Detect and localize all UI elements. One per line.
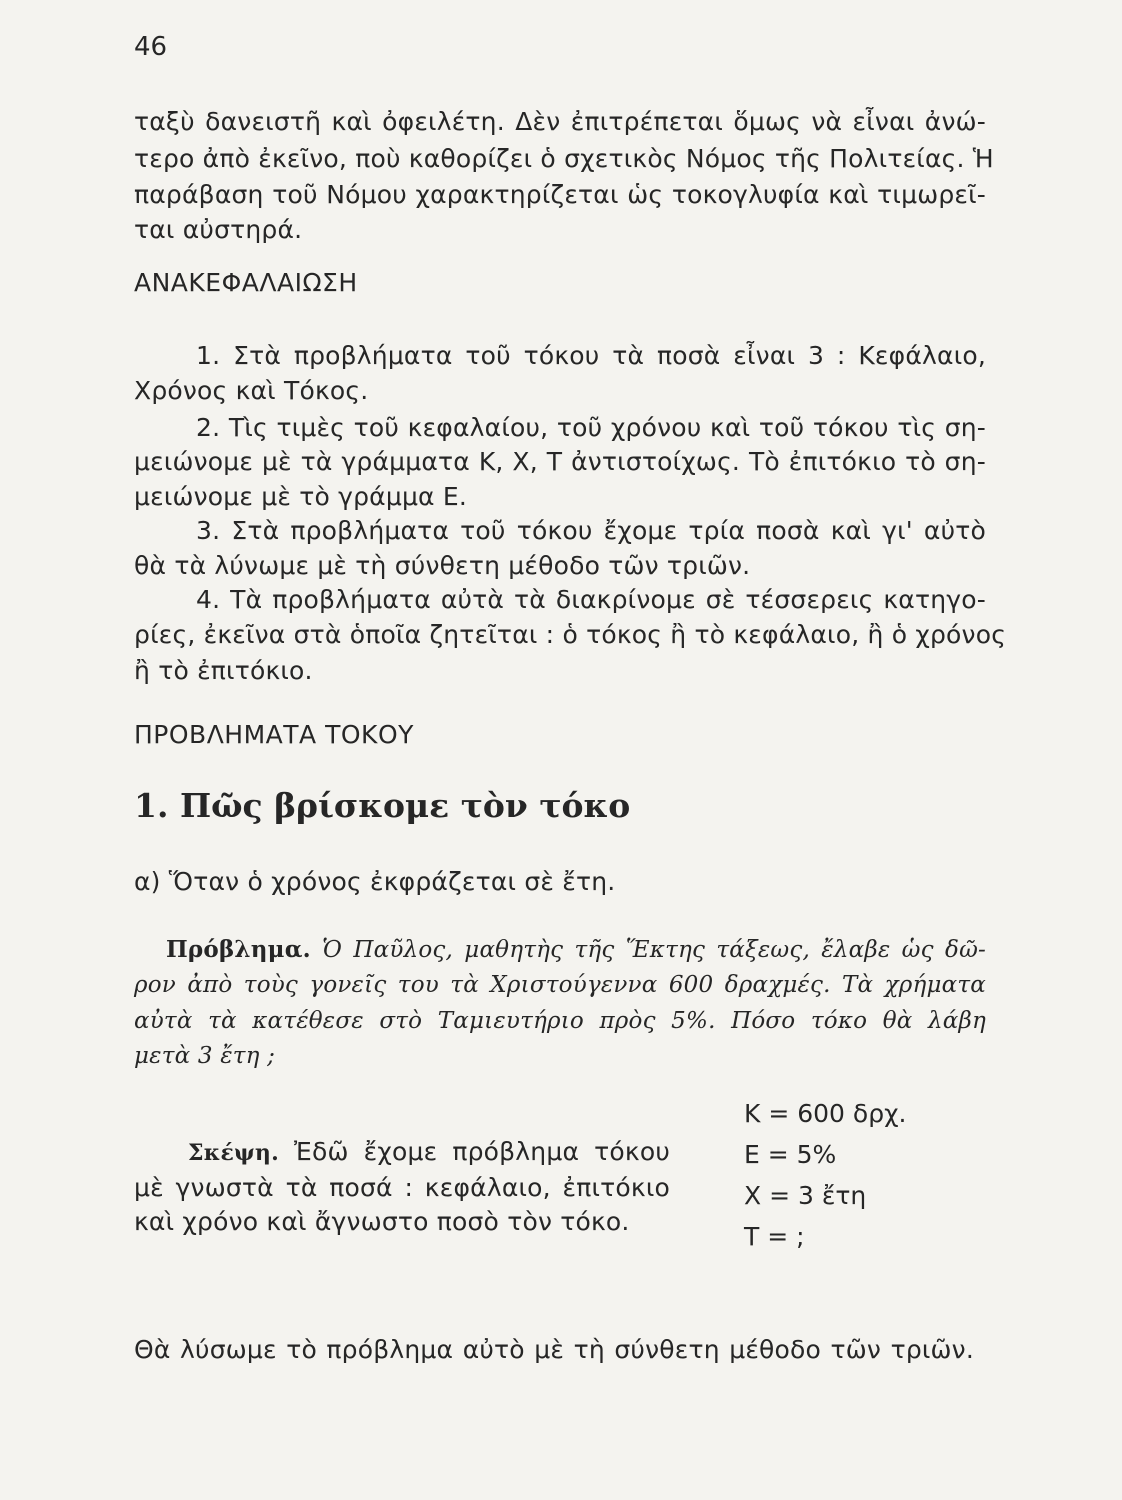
given-rate: Ε = 5% [744, 1140, 837, 1169]
recap-line-10: ἢ τὸ ἐπιτόκιο. [134, 656, 313, 685]
case-a-heading: α) Ὅταν ὁ χρόνος ἐκφράζεται σὲ ἔτη. [134, 867, 616, 896]
section-title: 1. Πῶς βρίσκομε τὸν τόκο [134, 786, 631, 825]
given-capital: Κ = 600 δρχ. [744, 1099, 907, 1128]
intro-line-1: ταξὺ δανειστῆ καὶ ὀφειλέτη. Δὲν ἐπιτρέπεται ὅμως νὰ εἶναι ἀνώ- [134, 107, 986, 136]
problem-line-2: ρον ἀπὸ τοὺς γονεῖς του τὰ Χριστούγεννα 600 δραχμές. Τὰ χρήματα [134, 972, 986, 998]
problem-line-4: μετὰ 3 ἔτη ; [134, 1043, 276, 1069]
recap-line-6: 3. Στὰ προβλήματα τοῦ τόκου ἔχομε τρία ποσὰ καὶ γι' αὐτὸ [196, 516, 986, 545]
recap-line-1: 1. Στὰ προβλήματα τοῦ τόκου τὰ ποσὰ εἶναι 3 : Κεφάλαιο, [196, 341, 986, 370]
given-time: Χ = 3 ἔτη [744, 1181, 867, 1210]
conclusion-line: Θὰ λύσωμε τὸ πρόβλημα αὐτὸ μὲ τὴ σύνθετη μέθοδο τῶν τριῶν. [134, 1335, 974, 1364]
thought-line-1 [188, 1136, 670, 1169]
problem-text-start: Ὁ Παῦλος, μαθητὴς τῆς Ἕκτης τάξεως, ἔλαβε ὡς δῶ- [322, 937, 986, 963]
problems-heading: ΠΡΟΒΛΗΜΑΤΑ ΤΟΚΟΥ [134, 720, 414, 749]
thought-line-2: μὲ γνωστὰ τὰ ποσά : κεφάλαιο, ἐπιτόκιο [134, 1173, 670, 1202]
recap-line-9: ρίες, ἐκεῖνα στὰ ὁποῖα ζητεῖται : ὁ τόκος ἢ τὸ κεφάλαιο, ἢ ὁ χρόνος [134, 620, 1007, 649]
thought-label: Σκέψη. [188, 1140, 279, 1166]
recap-line-4: μειώνομε μὲ τὰ γράμματα Κ, Χ, Τ ἀντιστοίχως. Τὸ ἐπιτόκιο τὸ ση- [134, 447, 986, 476]
recap-line-8: 4. Τὰ προβλήματα αὐτὰ τὰ διακρίνομε σὲ τέσσερεις κατηγο- [196, 585, 986, 614]
thought-text-start: Ἐδῶ ἔχομε πρόβλημα τόκου [294, 1137, 670, 1166]
intro-line-2: τερο ἀπὸ ἐκεῖνο, ποὺ καθορίζει ὁ σχετικὸς Νόμος τῆς Πολιτείας. Ἡ [134, 144, 994, 173]
thought-line-3: καὶ χρόνο καὶ ἄγνωστο ποσὸ τὸν τόκο. [134, 1207, 630, 1236]
given-interest: Τ = ; [744, 1222, 805, 1251]
page-number: 46 [134, 32, 168, 62]
problem-line-1 [166, 934, 986, 966]
recap-heading: ΑΝΑΚΕΦΑΛΑΙΩΣΗ [134, 268, 358, 297]
intro-line-3: παράβαση τοῦ Νόμου χαρακτηρίζεται ὡς τοκογλυφία καὶ τιμωρεῖ- [134, 180, 986, 209]
problem-label: Πρόβλημα. [166, 936, 311, 963]
recap-line-3: 2. Τὶς τιμὲς τοῦ κεφαλαίου, τοῦ χρόνου καὶ τοῦ τόκου τὶς ση- [196, 413, 986, 442]
recap-line-5: μειώνομε μὲ τὸ γράμμα Ε. [134, 482, 468, 511]
intro-line-4: ται αὐστηρά. [134, 215, 303, 244]
recap-line-7: θὰ τὰ λύνωμε μὲ τὴ σύνθετη μέθοδο τῶν τριῶν. [134, 551, 751, 580]
problem-line-3: αὐτὰ τὰ κατέθεσε στὸ Ταμιευτήριο πρὸς 5%. Πόσο τόκο θὰ λάβη [134, 1008, 986, 1034]
recap-line-2: Χρόνος καὶ Τόκος. [134, 376, 369, 405]
